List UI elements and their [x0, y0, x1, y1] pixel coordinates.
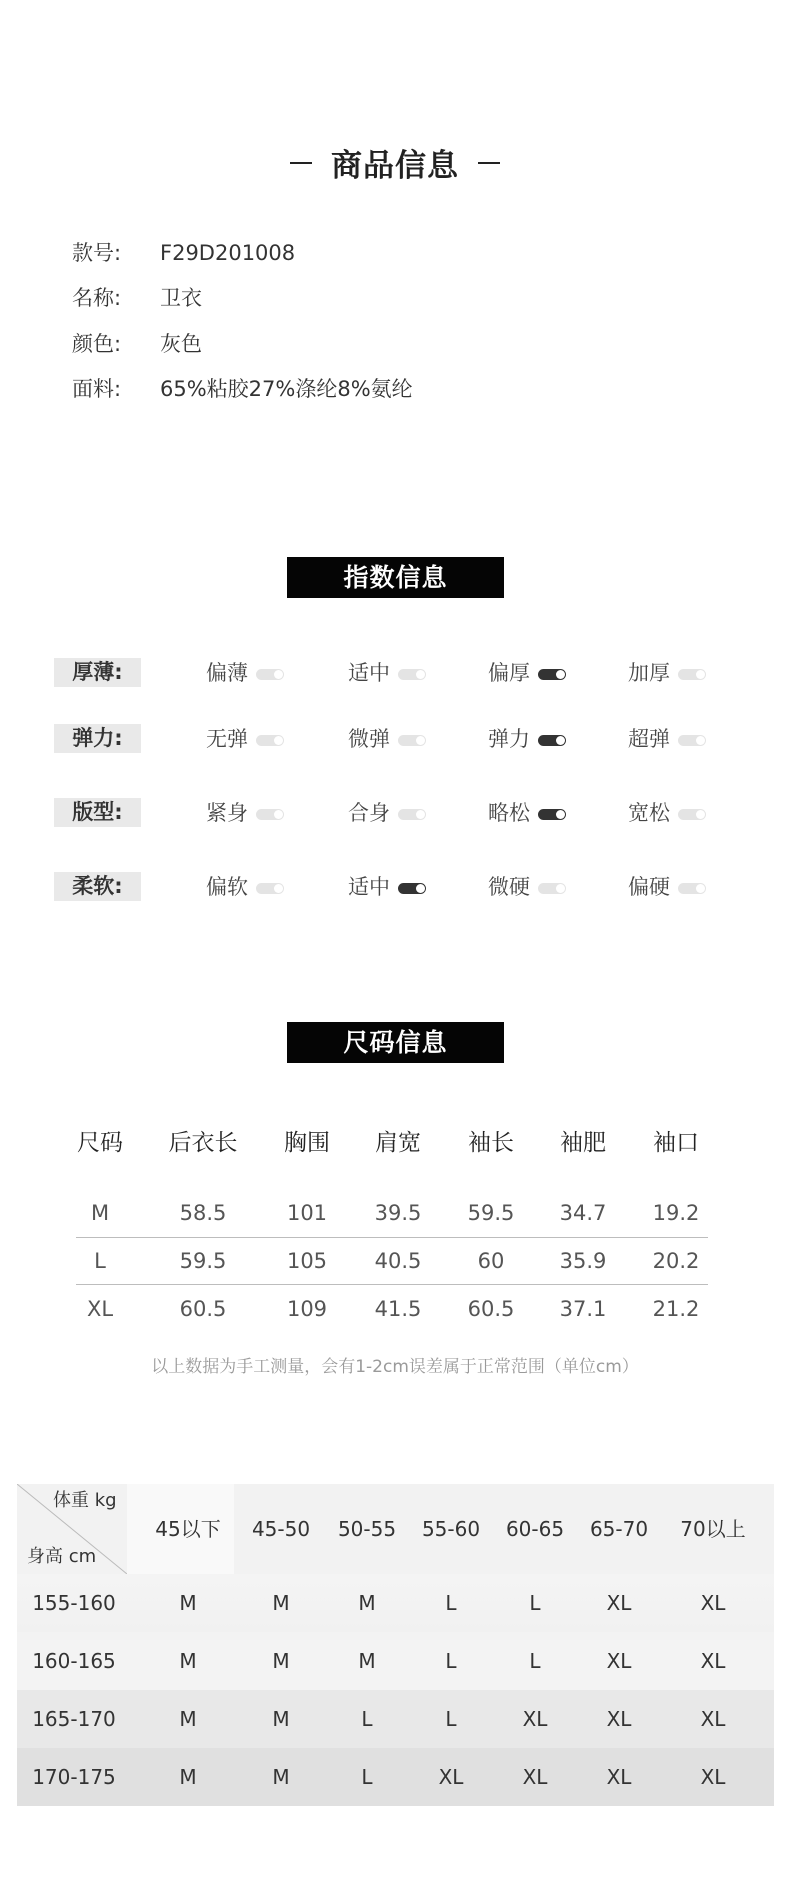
- info-value: 卫衣: [160, 286, 202, 310]
- title-dash-left: [290, 162, 312, 164]
- rec-size-cell: L: [529, 1591, 541, 1615]
- size-cell: 59.5: [467, 1201, 515, 1225]
- size-header-cell: 尺码: [77, 1130, 123, 1156]
- title-dash-right: [478, 162, 500, 164]
- index-option-label: 弹力: [488, 727, 530, 751]
- index-option-label: 偏薄: [206, 661, 248, 685]
- toggle-off-icon: [398, 735, 426, 746]
- toggle-off-icon: [678, 669, 706, 680]
- size-cell: M: [90, 1201, 110, 1225]
- rec-size-cell: L: [445, 1591, 457, 1615]
- size-row-divider: [76, 1237, 708, 1238]
- rec-size-cell: M: [272, 1765, 290, 1789]
- rec-weight-header: 60-65: [505, 1517, 565, 1541]
- size-cell: 34.7: [559, 1201, 607, 1225]
- rec-size-cell: L: [361, 1765, 373, 1789]
- size-cell: 20.2: [652, 1249, 700, 1273]
- product-title: 商品信息: [331, 148, 459, 184]
- toggle-off-icon: [678, 735, 706, 746]
- rec-size-cell: L: [445, 1707, 457, 1731]
- rec-size-cell: XL: [522, 1765, 548, 1789]
- info-value: 65%粘胶27%涤纶8%氨纶: [160, 377, 413, 401]
- size-cell: 60.5: [179, 1297, 227, 1321]
- toggle-knob: [556, 736, 565, 745]
- info-value: 灰色: [160, 332, 202, 356]
- index-option: [628, 798, 706, 828]
- rec-height-cell: 170-175: [32, 1765, 116, 1789]
- info-key: 款号:: [72, 241, 122, 265]
- size-cell: 60.5: [467, 1297, 515, 1321]
- index-option: [348, 798, 426, 828]
- rec-size-cell: XL: [522, 1707, 548, 1731]
- size-cell: 40.5: [374, 1249, 422, 1273]
- toggle-knob: [696, 810, 705, 819]
- index-option: [628, 724, 706, 754]
- index-label: 厚薄:: [54, 658, 141, 687]
- index-option: [206, 798, 284, 828]
- index-option-label: 偏厚: [488, 661, 530, 685]
- index-option: [628, 872, 706, 902]
- rec-size-cell: M: [179, 1649, 197, 1673]
- index-option: [488, 798, 566, 828]
- index-option: [348, 658, 426, 688]
- toggle-knob: [274, 736, 283, 745]
- toggle-off-icon: [256, 735, 284, 746]
- size-title-bar: 尺码信息: [287, 1022, 504, 1063]
- rec-weight-label: 体重 kg: [53, 1490, 117, 1511]
- index-option-label: 略松: [488, 801, 530, 825]
- index-option: [206, 724, 284, 754]
- index-option-label: 超弹: [628, 727, 670, 751]
- rec-size-cell: M: [179, 1765, 197, 1789]
- size-cell: 105: [286, 1249, 328, 1273]
- index-option-label: 偏硬: [628, 875, 670, 899]
- index-option: [348, 724, 426, 754]
- toggle-knob: [274, 884, 283, 893]
- toggle-knob: [696, 884, 705, 893]
- size-cell: 101: [286, 1201, 328, 1225]
- toggle-off-icon: [398, 809, 426, 820]
- size-cell: 37.1: [559, 1297, 607, 1321]
- rec-size-cell: M: [358, 1591, 376, 1615]
- info-row-fabric: [72, 374, 413, 404]
- index-option: [206, 872, 284, 902]
- index-option-label: 适中: [348, 875, 390, 899]
- rec-size-cell: XL: [700, 1765, 726, 1789]
- toggle-off-icon: [256, 883, 284, 894]
- index-option: [206, 658, 284, 688]
- toggle-off-icon: [398, 669, 426, 680]
- rec-size-cell: M: [179, 1591, 197, 1615]
- rec-size-cell: L: [445, 1649, 457, 1673]
- index-option: [348, 872, 426, 902]
- size-header-cell: 袖长: [468, 1130, 514, 1156]
- rec-weight-header: 65-70: [589, 1517, 649, 1541]
- rec-weight-header: 55-60: [421, 1517, 481, 1541]
- toggle-on-icon: [538, 809, 566, 820]
- toggle-knob: [556, 884, 565, 893]
- info-value: F29D201008: [160, 241, 296, 265]
- toggle-off-icon: [678, 809, 706, 820]
- size-recommend-table: [17, 1484, 774, 1806]
- size-row-divider: [76, 1284, 708, 1285]
- toggle-knob: [416, 810, 425, 819]
- index-label: 柔软:: [54, 872, 141, 901]
- toggle-on-icon: [398, 883, 426, 894]
- index-label: 弹力:: [54, 724, 141, 753]
- rec-size-cell: M: [272, 1591, 290, 1615]
- info-row-color: [72, 329, 202, 359]
- toggle-knob: [274, 810, 283, 819]
- index-option-label: 紧身: [206, 801, 248, 825]
- toggle-knob: [556, 810, 565, 819]
- product-title-block: [0, 140, 790, 185]
- index-option-label: 适中: [348, 661, 390, 685]
- rec-size-cell: M: [358, 1649, 376, 1673]
- rec-size-cell: XL: [606, 1765, 632, 1789]
- size-header-cell: 胸围: [284, 1130, 330, 1156]
- size-cell: 60: [477, 1249, 505, 1273]
- toggle-off-icon: [256, 809, 284, 820]
- rec-size-cell: XL: [700, 1591, 726, 1615]
- index-option-label: 偏软: [206, 875, 248, 899]
- rec-size-cell: M: [179, 1707, 197, 1731]
- toggle-on-icon: [538, 735, 566, 746]
- size-cell: 109: [286, 1297, 328, 1321]
- index-option-label: 宽松: [628, 801, 670, 825]
- toggle-knob: [416, 736, 425, 745]
- rec-size-cell: L: [361, 1707, 373, 1731]
- size-header-cell: 后衣长: [168, 1130, 238, 1156]
- rec-weight-header: 70以上: [680, 1517, 746, 1541]
- size-cell: 39.5: [374, 1201, 422, 1225]
- toggle-knob: [274, 670, 283, 679]
- rec-size-cell: XL: [606, 1591, 632, 1615]
- info-key: 名称:: [72, 286, 122, 310]
- toggle-knob: [416, 884, 425, 893]
- toggle-knob: [696, 670, 705, 679]
- toggle-off-icon: [538, 883, 566, 894]
- rec-size-cell: XL: [438, 1765, 464, 1789]
- rec-weight-header: 45-50: [251, 1517, 311, 1541]
- index-option: [488, 658, 566, 688]
- rec-size-cell: M: [272, 1707, 290, 1731]
- rec-size-cell: XL: [606, 1649, 632, 1673]
- info-row-name: [72, 283, 202, 313]
- index-option-label: 微弹: [348, 727, 390, 751]
- index-option-label: 微硬: [488, 875, 530, 899]
- index-option: [628, 658, 706, 688]
- index-option: [488, 872, 566, 902]
- toggle-off-icon: [678, 883, 706, 894]
- size-cell: 19.2: [652, 1201, 700, 1225]
- size-cell: L: [94, 1249, 106, 1273]
- info-key: 面料:: [72, 377, 122, 401]
- size-header-cell: 袖口: [653, 1130, 699, 1156]
- size-cell: 59.5: [179, 1249, 227, 1273]
- rec-weight-header: 50-55: [337, 1517, 397, 1541]
- rec-height-cell: 160-165: [32, 1649, 116, 1673]
- index-option-label: 合身: [348, 801, 390, 825]
- toggle-off-icon: [256, 669, 284, 680]
- toggle-knob: [696, 736, 705, 745]
- info-row-style-no: [72, 238, 295, 268]
- size-cell: 35.9: [559, 1249, 607, 1273]
- size-cell: 58.5: [179, 1201, 227, 1225]
- rec-size-cell: XL: [700, 1649, 726, 1673]
- size-cell: XL: [86, 1297, 114, 1321]
- rec-size-cell: XL: [700, 1707, 726, 1731]
- index-title-bar: 指数信息: [287, 557, 504, 598]
- toggle-on-icon: [538, 669, 566, 680]
- rec-weight-header: 45以下: [155, 1517, 221, 1541]
- rec-height-cell: 155-160: [32, 1591, 116, 1615]
- index-option: [488, 724, 566, 754]
- size-note: 以上数据为手工测量，会有1-2cm误差属于正常范围（单位cm）: [151, 1357, 639, 1377]
- toggle-knob: [556, 670, 565, 679]
- rec-height-label: 身高 cm: [27, 1546, 97, 1567]
- rec-height-cell: 165-170: [32, 1707, 116, 1731]
- toggle-knob: [416, 670, 425, 679]
- info-key: 颜色:: [72, 332, 122, 356]
- rec-size-cell: XL: [606, 1707, 632, 1731]
- rec-size-cell: L: [529, 1649, 541, 1673]
- index-label: 版型:: [54, 798, 141, 827]
- index-option-label: 加厚: [628, 661, 670, 685]
- size-cell: 21.2: [652, 1297, 700, 1321]
- rec-size-cell: M: [272, 1649, 290, 1673]
- size-header-cell: 袖肥: [560, 1130, 606, 1156]
- size-cell: 41.5: [374, 1297, 422, 1321]
- index-option-label: 无弹: [206, 727, 248, 751]
- size-header-cell: 肩宽: [375, 1130, 421, 1156]
